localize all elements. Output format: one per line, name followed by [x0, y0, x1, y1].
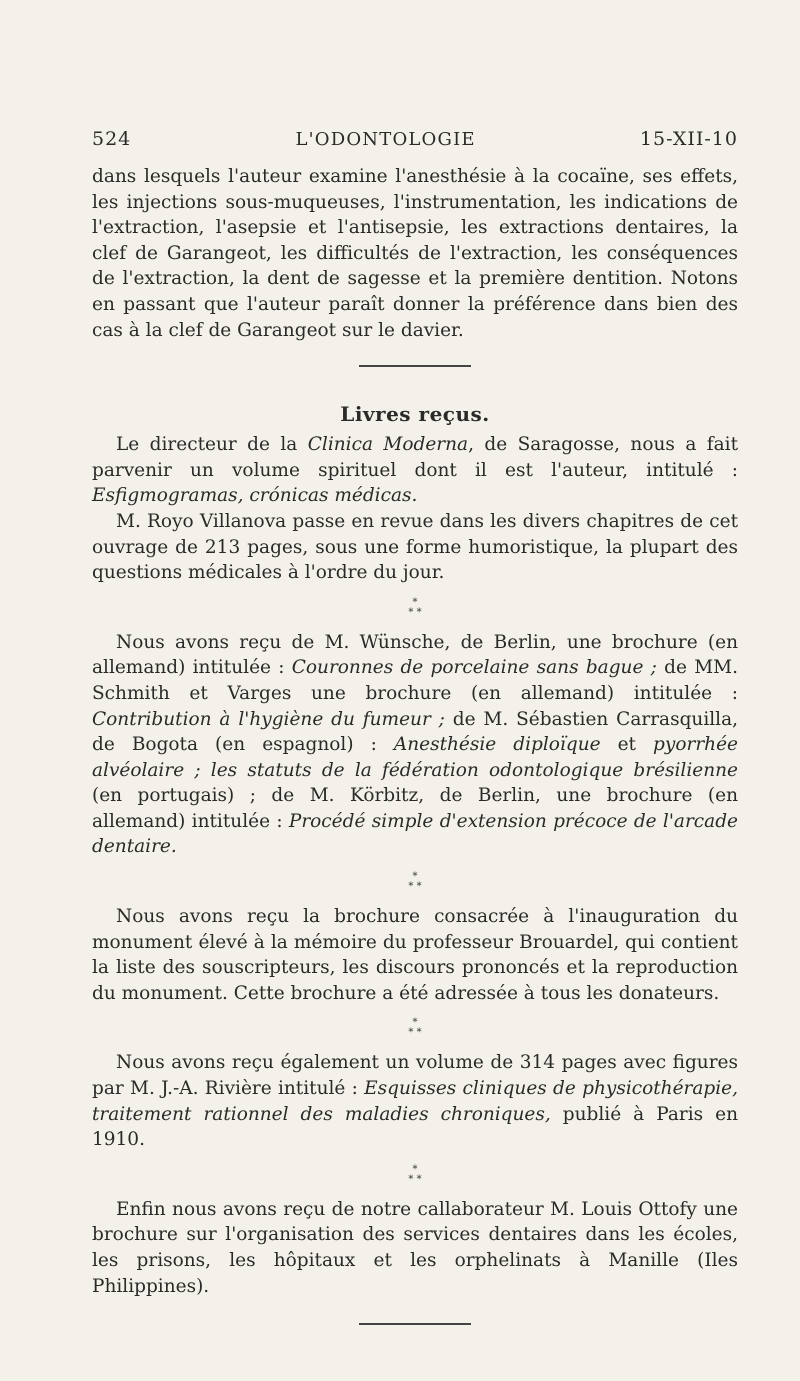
italic-run: Esquisses cliniques de physicothérapie, traitement rationnel des maladies chroniques,: [92, 1078, 738, 1125]
text-run: (en portugais) ; de M. Körbitz, de Berlin, une brochure (en allemand) intitulée :: [92, 785, 738, 832]
italic-run: pyorrhée alvéolaire ; les statuts de la fédération odontologique brésilienne: [92, 734, 738, 781]
section-title: Livres reçus.: [340, 402, 490, 427]
running-header: [92, 128, 738, 164]
asterism-top: *: [412, 1163, 418, 1175]
text-run: et: [600, 734, 654, 756]
asterism-top: *: [412, 871, 418, 883]
paragraph-riviere: [92, 1050, 738, 1152]
paragraph-brouardel: Nous avons reçu la brochure consacrée à l'inauguration du monument élevé à la mémoire du professeur Brouardel, qui contient la liste des souscripteurs, les discours prononcés et la reproduction du monument. Cette brochure a été adressée à tous les donateurs.: [92, 906, 738, 1004]
section-divider-top: [359, 365, 471, 367]
asterism-bottom: * *: [408, 606, 422, 618]
text-run: Nous avons reçu de M. Wünsche, de Berlin, une brochure (en allemand) intitulée :: [92, 631, 738, 679]
italic-run: Clinica Moderna: [307, 434, 469, 456]
paragraph-clinica-moderna: [92, 432, 738, 509]
italic-run: Procédé simple d'extension précoce de l'arcade dentaire.: [92, 810, 738, 858]
italic-run: Couronnes de porcelaine sans bague ;: [291, 657, 657, 679]
asterism-bottom: * *: [408, 1173, 422, 1185]
paragraph-wunsche: [92, 630, 738, 860]
asterism-separator: [92, 1018, 738, 1038]
asterism-top: *: [412, 596, 418, 608]
italic-run: Contribution à l'hygiène du fumeur ;: [92, 708, 445, 730]
asterism-separator: [92, 872, 738, 892]
asterism-bottom: * *: [408, 1027, 422, 1039]
intro-paragraph: dans lesquels l'auteur examine l'anesthésie à la cocaïne, ses effets, les injections sous-muqueuses, l'instrumentation, les indications de l'extraction, l'asepsie et l'antisepsie, les extractions dentaires, la clef de Garangeot, les difficultés de l'extraction, les conséquences de l'extraction, la dent de sagesse et la première dentition. Notons en passant que l'auteur paraît donner la préférence dans bien des cas à la clef de Garangeot sur le davier.: [92, 166, 738, 341]
paragraph-royo-villanova: M. Royo Villanova passe en revue dans les divers chapitres de cet ouvrage de 213 pages, sous une forme humoristique, la plupart des questions médicales à l'ordre du jour.: [92, 510, 738, 584]
section-divider-bottom: [359, 1323, 471, 1325]
document-page: [92, 128, 738, 1325]
asterism-separator: [92, 598, 738, 618]
text-run: de MM. Schmith et Varges une brochure (en allemand) intitulée :: [92, 657, 738, 704]
italic-run: Esfigmogramas, crónicas médicas.: [92, 485, 418, 507]
page-number: 524: [92, 128, 132, 150]
italic-run: Anesthésie diploïque: [393, 734, 601, 756]
asterism-bottom: * *: [408, 881, 422, 893]
issue-date: 15-XII-10: [639, 128, 738, 150]
text-run: Le directeur de la: [116, 434, 308, 456]
text-run: , de Saragosse, nous a fait parvenir un volume spirituel dont il est l'auteur, intitulé :: [92, 434, 739, 481]
text-run: publié à Paris en 1910.: [92, 1103, 738, 1151]
text-run: de M. Sébastien Carrasquilla, de Bogota (en espagnol) :: [92, 708, 739, 756]
paragraph-ottofy: Enfin nous avons reçu de notre callaborateur M. Louis Ottofy une brochure sur l'organisation des services dentaires dans les écoles, les prisons, les hôpitaux et les orphelinats à Manille (Iles Philippines).: [92, 1198, 738, 1297]
text-run: Nous avons reçu également un volume de 314 pages avec figures par M. J.-A. Rivière intitulé :: [92, 1052, 738, 1100]
asterism-separator: [92, 1165, 738, 1185]
asterism-top: *: [412, 1017, 418, 1029]
journal-title: L'ODONTOLOGIE: [295, 129, 476, 150]
